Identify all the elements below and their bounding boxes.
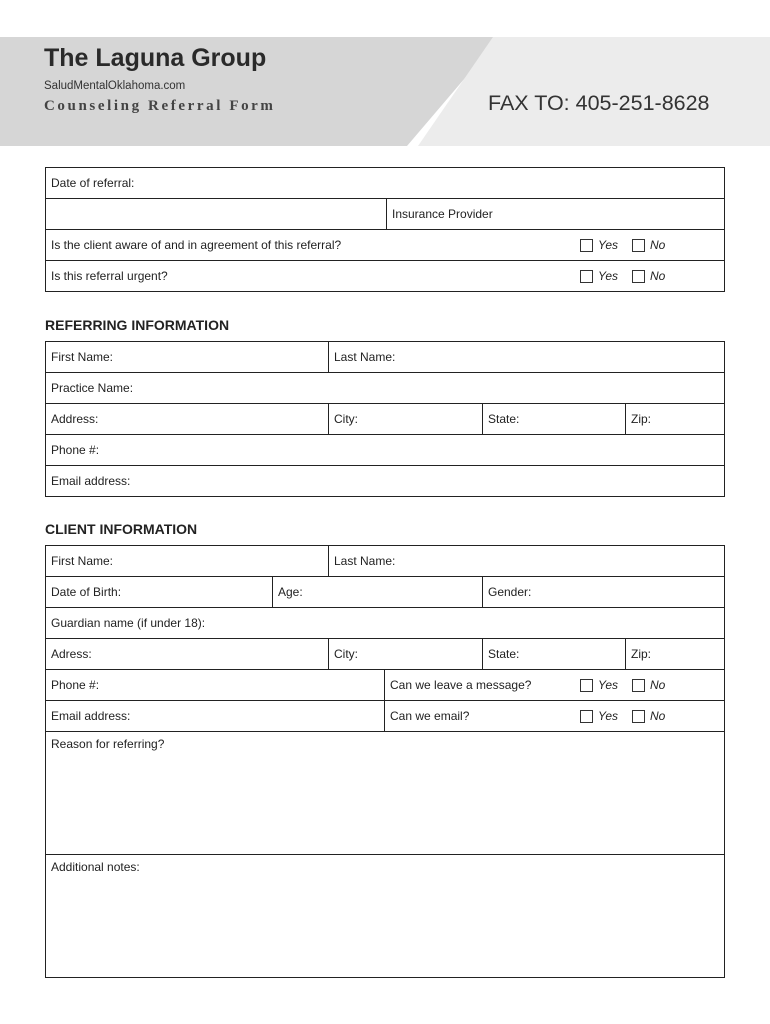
client-state-field[interactable] [482,639,625,669]
phone-label: Phone #: [51,678,100,692]
client-aware-options [575,230,724,260]
table-row [46,607,724,638]
reason-label: Reason for referring? [51,737,165,751]
urgent-no-checkbox[interactable] [632,270,645,283]
age-label: Age: [278,585,303,599]
table-row [46,669,724,700]
urgent-yes-checkbox[interactable] [580,270,593,283]
leave-message-no-checkbox[interactable] [632,679,645,692]
zip-label: Zip: [631,412,652,426]
practice-name-field[interactable] [46,373,724,403]
org-name: The Laguna Group [44,44,267,72]
referring-zip-field[interactable] [625,404,724,434]
table-row [46,546,724,576]
yes-label: Yes [598,238,619,252]
can-email-yes-checkbox[interactable] [580,710,593,723]
table-row [46,260,724,291]
email-label: Email address: [51,709,131,723]
client-aware-yes-checkbox[interactable] [580,239,593,252]
table-row [46,465,724,496]
city-label: City: [334,647,358,661]
table-row [46,731,724,854]
client-aware-label: Is the client aware of and in agreement of this referral? [51,238,342,252]
client-email-field[interactable] [46,701,384,731]
table-row [46,198,724,229]
urgent-question [46,261,575,291]
table-row [46,168,724,198]
first-name-label: First Name: [51,554,114,568]
table-row [46,434,724,465]
address-label: Address: [51,412,99,426]
first-name-label: First Name: [51,350,114,364]
table-row [46,372,724,403]
client-first-name-field[interactable] [46,546,328,576]
guardian-name-field[interactable] [46,608,724,638]
dob-label: Date of Birth: [51,585,122,599]
gender-label: Gender: [488,585,532,599]
last-name-label: Last Name: [334,554,396,568]
email-label: Email address: [51,474,131,488]
table-row [46,854,724,977]
table-row [46,638,724,669]
guardian-label: Guardian name (if under 18): [51,616,206,630]
client-aware-no-checkbox[interactable] [632,239,645,252]
zip-label: Zip: [631,647,652,661]
table-row [46,342,724,372]
state-label: State: [488,647,520,661]
referring-state-field[interactable] [482,404,625,434]
can-email-no-checkbox[interactable] [632,710,645,723]
insurance-provider-label: Insurance Provider [392,207,493,221]
client-dob-field[interactable] [46,577,272,607]
referring-email-field[interactable] [46,466,724,496]
urgent-options [575,261,724,291]
yes-label: Yes [598,269,619,283]
table-row [46,576,724,607]
no-label: No [650,238,666,252]
referring-phone-field[interactable] [46,435,724,465]
city-label: City: [334,412,358,426]
table-row [46,229,724,260]
address-label: Adress: [51,647,92,661]
state-label: State: [488,412,520,426]
practice-name-label: Practice Name: [51,381,134,395]
can-email-options [575,701,724,731]
table-row [46,700,724,731]
client-phone-field[interactable] [46,670,384,700]
website: SaludMentalOklahoma.com [44,80,186,92]
yes-label: Yes [598,709,619,723]
client-gender-field[interactable] [482,577,724,607]
client-zip-field[interactable] [625,639,724,669]
phone-label: Phone #: [51,443,100,457]
additional-notes-field[interactable] [46,855,724,977]
notes-label: Additional notes: [51,860,140,874]
form-title: Counseling Referral Form [44,98,276,114]
leave-message-label: Can we leave a message? [390,678,532,692]
date-of-referral-field[interactable] [46,168,724,198]
client-city-field[interactable] [328,639,482,669]
blank-field[interactable] [46,199,386,229]
reason-for-referring-field[interactable] [46,732,724,854]
date-of-referral-label: Date of referral: [51,176,135,190]
fax-number: FAX TO: 405-251-8628 [488,91,710,115]
leave-message-yes-checkbox[interactable] [580,679,593,692]
can-email-label: Can we email? [390,709,470,723]
referring-city-field[interactable] [328,404,482,434]
referring-address-field[interactable] [46,404,328,434]
client-last-name-field[interactable] [328,546,724,576]
client-aware-question [46,230,575,260]
client-age-field[interactable] [272,577,482,607]
referral-basics-table [45,167,725,292]
leave-message-options [575,670,724,700]
yes-label: Yes [598,678,619,692]
referring-last-name-field[interactable] [328,342,724,372]
can-email-question [384,701,575,731]
client-section-title: CLIENT INFORMATION [45,521,198,537]
last-name-label: Last Name: [334,350,396,364]
client-address-field[interactable] [46,639,328,669]
referring-table [45,341,725,497]
leave-message-question [384,670,575,700]
no-label: No [650,269,666,283]
table-row [46,403,724,434]
no-label: No [650,678,666,692]
urgent-label: Is this referral urgent? [51,269,168,283]
client-table [45,545,725,978]
referring-first-name-field[interactable] [46,342,328,372]
referring-section-title: REFERRING INFORMATION [45,317,230,333]
no-label: No [650,709,666,723]
insurance-provider-field[interactable] [386,199,724,229]
